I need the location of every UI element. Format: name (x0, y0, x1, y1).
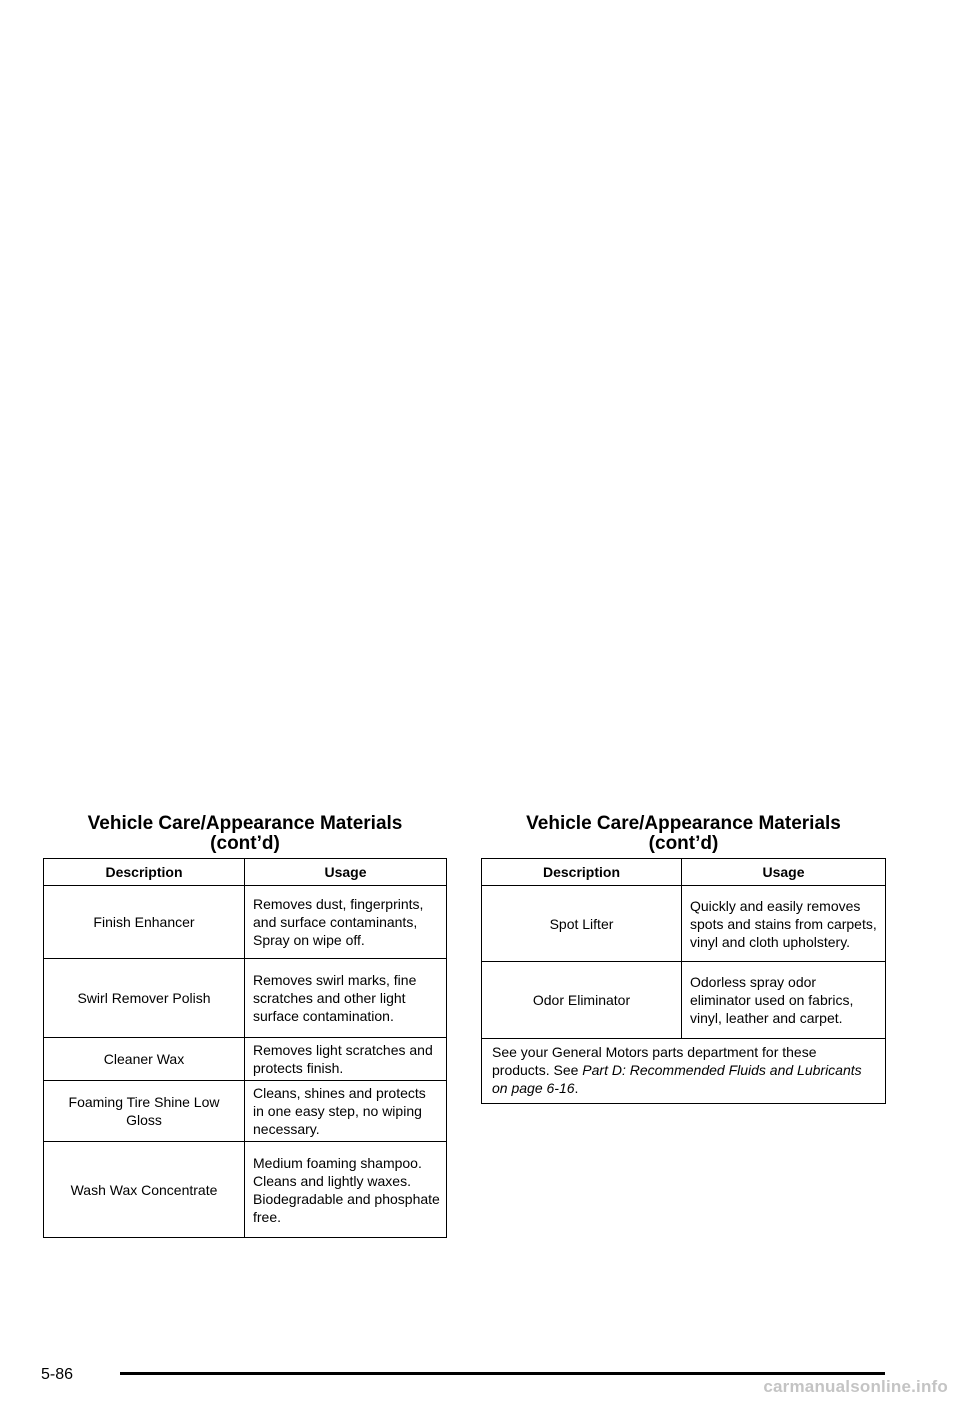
parts-note (482, 1039, 886, 1104)
header-description: Description (44, 859, 245, 886)
note-text-after: . (574, 1080, 579, 1096)
row-usage: Removes dust, fingerprints, and surface contaminants, Spray on wipe off. (245, 886, 447, 959)
table-row (44, 886, 447, 959)
row-description: Swirl Remover Polish (44, 959, 245, 1038)
header-usage: Usage (682, 859, 886, 886)
left-materials-table (43, 858, 447, 1238)
table-row (482, 886, 886, 962)
row-description: Finish Enhancer (44, 886, 245, 959)
table-row (44, 1081, 447, 1142)
header-description: Description (482, 859, 682, 886)
right-title-line2: (cont’d) (648, 833, 719, 854)
left-column (43, 814, 447, 1238)
row-description: Wash Wax Concentrate (44, 1142, 245, 1238)
table-row (44, 1142, 447, 1238)
row-description: Spot Lifter (482, 886, 682, 962)
left-section-title (43, 814, 447, 854)
right-column (481, 814, 886, 1104)
table-header-row (482, 859, 886, 886)
left-title-line2: (cont’d) (210, 833, 280, 854)
fluids-lubricants-link[interactable]: Part D: Recommended Fluids and Lubricants on page 6-16 (492, 1062, 862, 1096)
table-header-row (44, 859, 447, 886)
right-materials-table (481, 858, 886, 1104)
left-title-line1: Vehicle Care/Appearance Materials (87, 813, 403, 834)
table-row (44, 1038, 447, 1081)
row-description: Odor Eliminator (482, 962, 682, 1039)
row-usage: Cleans, shines and protects in one easy step, no wiping necessary. (245, 1081, 447, 1142)
row-usage: Removes swirl marks, fine scratches and other light surface contamination. (245, 959, 447, 1038)
row-description: Foaming Tire Shine Low Gloss (44, 1081, 245, 1142)
table-row (482, 962, 886, 1039)
right-section-title (481, 814, 886, 854)
table-row (482, 1039, 886, 1104)
page-number: 5-86 (41, 1366, 74, 1383)
right-title-line1: Vehicle Care/Appearance Materials (526, 813, 841, 834)
row-usage: Removes light scratches and protects finish. (245, 1038, 447, 1081)
row-usage: Odorless spray odor eliminator used on fabrics, vinyl, leather and carpet. (682, 962, 886, 1039)
header-usage: Usage (245, 859, 447, 886)
table-row (44, 959, 447, 1038)
row-usage: Quickly and easily removes spots and stains from carpets, vinyl and cloth upholstery. (682, 886, 886, 962)
note-text-before: See your General Motors parts department for these products. See (492, 1044, 817, 1078)
footer-rule (120, 1372, 885, 1375)
watermark-logo: carmanualsonline.info (763, 1377, 948, 1396)
row-description: Cleaner Wax (44, 1038, 245, 1081)
row-usage: Medium foaming shampoo. Cleans and lightly waxes. Biodegradable and phosphate free. (245, 1142, 447, 1238)
